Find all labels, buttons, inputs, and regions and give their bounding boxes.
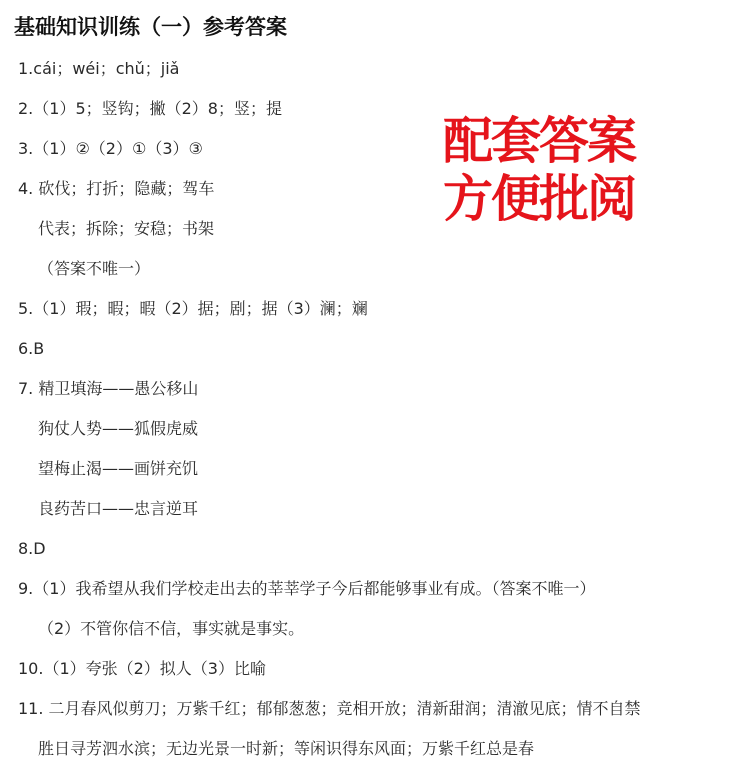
answer-1: 1.cái；wéi；chǔ；jiǎ	[18, 59, 180, 78]
answer-key-stamp	[424, 112, 654, 228]
answer-6: 6.B	[18, 339, 45, 358]
answer-4-line-2: 代表；拆除；安稳；书架	[38, 219, 215, 238]
answer-7-line-2: 狗仗人势——狐假虎威	[38, 419, 199, 438]
answer-3: 3.（1）②（2）①（3）③	[18, 139, 203, 158]
answer-8: 8.D	[18, 539, 46, 558]
answer-9-line-1: 9.（1）我希望从我们学校走出去的莘莘学子今后都能够事业有成。（答案不唯一）	[18, 579, 596, 598]
stamp-line-1: 配套答案	[443, 111, 635, 170]
answer-11-line-2: 胜日寻芳泗水滨；无边光景一时新；等闲识得东风面；万紫千红总是春	[38, 739, 535, 758]
answer-9-line-2: （2）不管你信不信，事实就是事实。	[38, 619, 305, 638]
answer-4-note: （答案不唯一）	[38, 259, 151, 278]
answer-2: 2.（1）5；竖钩；撇（2）8；竖；提	[18, 99, 282, 118]
answer-10: 10.（1）夸张（2）拟人（3）比喻	[18, 659, 266, 678]
page-title: 基础知识训练（一）参考答案	[14, 15, 287, 39]
answer-5: 5.（1）瑕；暇；暇（2）据；剧；据（3）澜；斓	[18, 299, 368, 318]
answer-7-line-1: 7. 精卫填海——愚公移山	[18, 379, 199, 398]
stamp-line-2: 方便批阅	[443, 169, 635, 228]
answer-11-line-1: 11. 二月春风似剪刀；万紫千红；郁郁葱葱；竞相开放；清新甜润；清澈见底；情不自禁	[18, 699, 641, 718]
answer-7-line-3: 望梅止渴——画饼充饥	[38, 459, 199, 478]
answer-4-line-1: 4. 砍伐；打折；隐藏；驾车	[18, 179, 215, 198]
answer-7-line-4: 良药苦口——忠言逆耳	[38, 499, 199, 518]
